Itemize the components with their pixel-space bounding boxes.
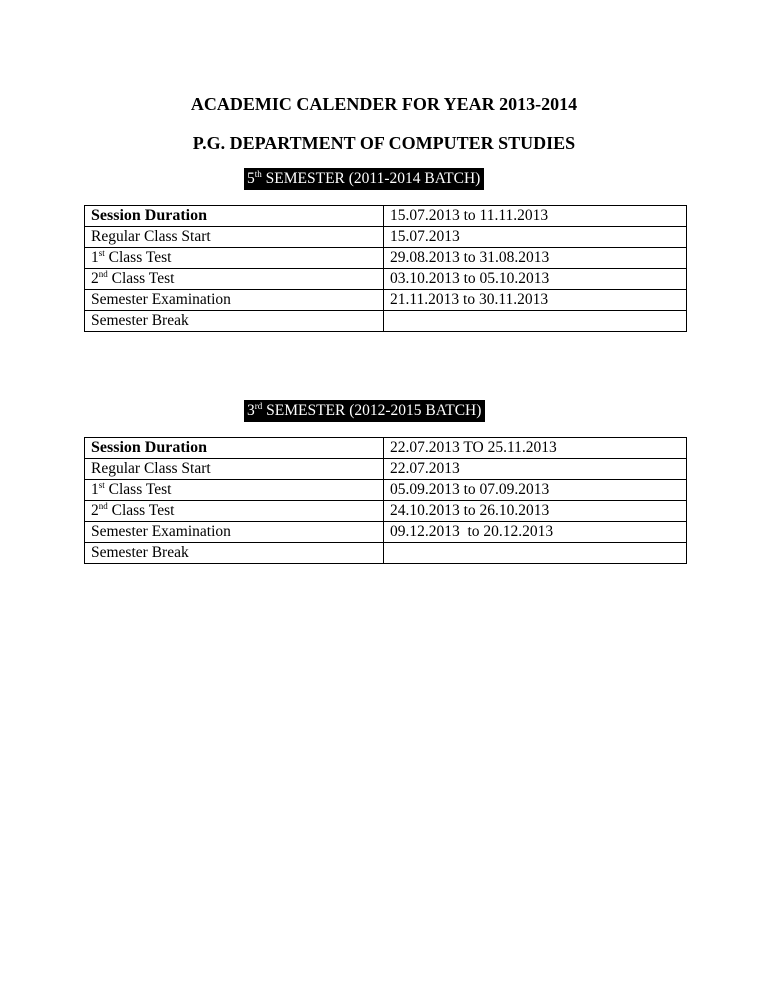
table-row — [85, 522, 687, 543]
row-label: Regular Class Start — [85, 227, 384, 248]
row-label: Semester Examination — [85, 290, 384, 311]
semester-heading-text: SEMESTER (2011-2014 BATCH) — [261, 170, 481, 187]
ordinal-number: 1 — [91, 249, 99, 266]
table-row — [85, 501, 687, 522]
row-value: 05.09.2013 to 07.09.2013 — [384, 480, 687, 501]
ordinal-suffix: st — [98, 480, 105, 490]
label-text: Class Test — [104, 481, 172, 498]
row-label: Semester Break — [85, 543, 384, 564]
semester-ordinal-suffix: th — [254, 169, 262, 179]
row-value — [384, 311, 687, 332]
row-label — [85, 269, 384, 290]
label-text: Class Test — [107, 502, 175, 519]
row-value: 22.07.2013 TO 25.11.2013 — [384, 438, 687, 459]
semester-heading-5th — [244, 168, 484, 190]
table-row — [85, 269, 687, 290]
semester-ordinal-suffix: rd — [254, 401, 263, 411]
schedule-table-3rd-semester — [84, 437, 687, 564]
row-value: 29.08.2013 to 31.08.2013 — [384, 248, 687, 269]
ordinal-suffix: st — [98, 248, 105, 258]
row-value: 15.07.2013 to 11.11.2013 — [384, 206, 687, 227]
semester-ordinal: 3 — [247, 402, 255, 419]
row-value — [384, 543, 687, 564]
row-value: 24.10.2013 to 26.10.2013 — [384, 501, 687, 522]
table-row — [85, 311, 687, 332]
row-label — [85, 501, 384, 522]
row-label: Regular Class Start — [85, 459, 384, 480]
row-label: Session Duration — [85, 206, 384, 227]
semester-ordinal: 5 — [247, 170, 255, 187]
department-title: P.G. DEPARTMENT OF COMPUTER STUDIES — [192, 133, 576, 153]
row-value: 21.11.2013 to 30.11.2013 — [384, 290, 687, 311]
table-row — [85, 248, 687, 269]
ordinal-number: 2 — [91, 270, 99, 287]
table-row — [85, 227, 687, 248]
row-value: 03.10.2013 to 05.10.2013 — [384, 269, 687, 290]
row-label — [85, 480, 384, 501]
row-label — [85, 248, 384, 269]
row-value: 15.07.2013 — [384, 227, 687, 248]
row-label: Session Duration — [85, 438, 384, 459]
ordinal-number: 1 — [91, 481, 99, 498]
row-value: 22.07.2013 — [384, 459, 687, 480]
row-label: Semester Examination — [85, 522, 384, 543]
ordinal-number: 2 — [91, 502, 99, 519]
table-row — [85, 480, 687, 501]
ordinal-suffix: nd — [98, 269, 108, 279]
table-row — [85, 543, 687, 564]
table-row — [85, 438, 687, 459]
row-value: 09.12.2013 to 20.12.2013 — [384, 522, 687, 543]
document-title: ACADEMIC CALENDER FOR YEAR 2013-2014 — [190, 94, 578, 114]
ordinal-suffix: nd — [98, 501, 108, 511]
table-row — [85, 206, 687, 227]
schedule-table-5th-semester — [84, 205, 687, 332]
semester-heading-text: SEMESTER (2012-2015 BATCH) — [262, 402, 482, 419]
row-label: Semester Break — [85, 311, 384, 332]
semester-heading-3rd — [244, 400, 485, 422]
label-text: Class Test — [104, 249, 172, 266]
label-text: Class Test — [107, 270, 175, 287]
table-row — [85, 459, 687, 480]
table-row — [85, 290, 687, 311]
